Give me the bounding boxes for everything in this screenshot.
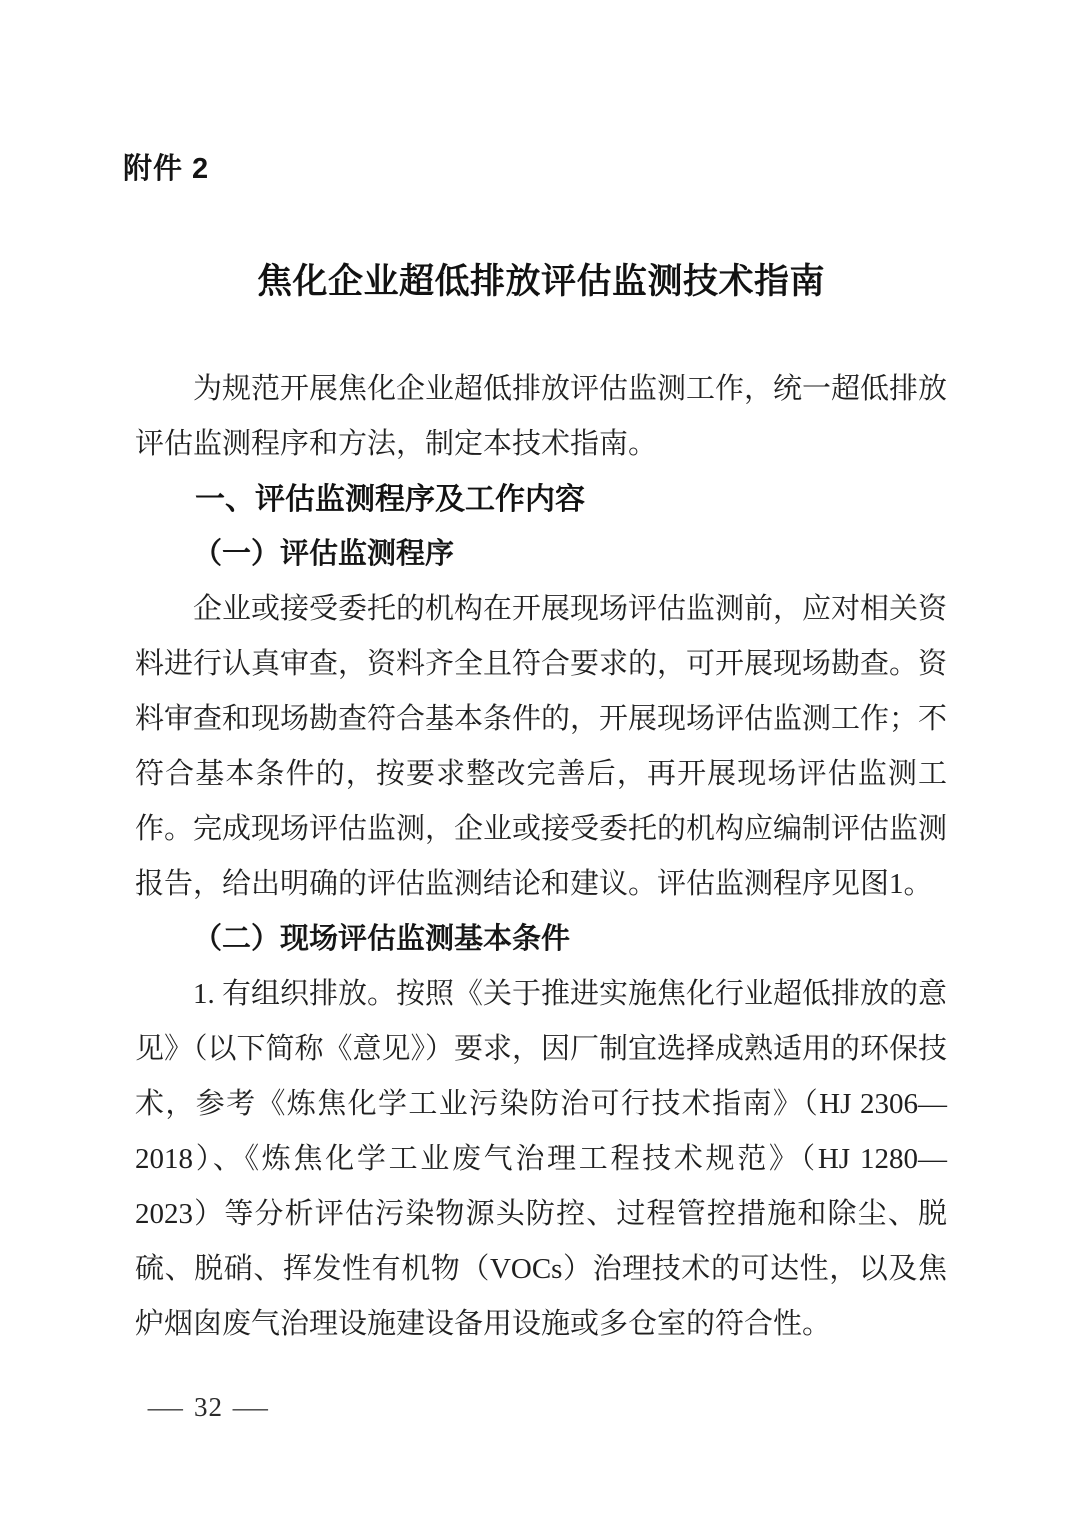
attachment-label: 附件 2 [123,153,210,185]
subsection-2-item-1: 1. 有组织排放。按照《关于推进实施焦化行业超低排放的意见》（以下简称《意见》）要求，因厂制宜选择成熟适用的环保技术，参考《炼焦化学工业污染防治可行技术指南》（HJ 2306—2018）、《炼焦化学工业废气治理工程技术规范》（HJ 1280—2023）等分析评估污染物源头防控、过程管控措施和除尘、脱硫、脱硝、挥发性有机物（VOCs）治理技术的可达性，以及焦炉烟囱废气治理设施建设备用设施或多仓室的符合性。 [135,978,948,1340]
footer-right-dash: — [232,1392,270,1422]
footer-left-dash: — [147,1392,185,1422]
subsection-1-paragraph: 企业或接受委托的机构在开展现场评估监测前，应对相关资料进行认真审查，资料齐全且符合要求的，可开展现场勘查。资料审查和现场勘查符合基本条件的，开展现场评估监测工作；不符合基本条件的，按要求整改完善后，再开展现场评估监测工作。完成现场评估监测，企业或接受委托的机构应编制评估监测报告，给出明确的评估监测结论和建议。评估监测程序见图1。 [135,593,948,900]
section-heading-1: 一、评估监测程序及工作内容 [195,483,585,516]
subsection-heading-2: （二）现场评估监测基本条件 [193,923,571,955]
subsection-heading-1: （一）评估监测程序 [193,538,455,570]
document-title: 焦化企业超低排放评估监测技术指南 [256,262,825,301]
page-number: 32 [194,1392,223,1422]
page-footer [138,1390,279,1424]
intro-paragraph: 为规范开展焦化企业超低排放评估监测工作，统一超低排放评估监测程序和方法，制定本技术指南。 [135,373,948,460]
document-body [135,362,947,1352]
